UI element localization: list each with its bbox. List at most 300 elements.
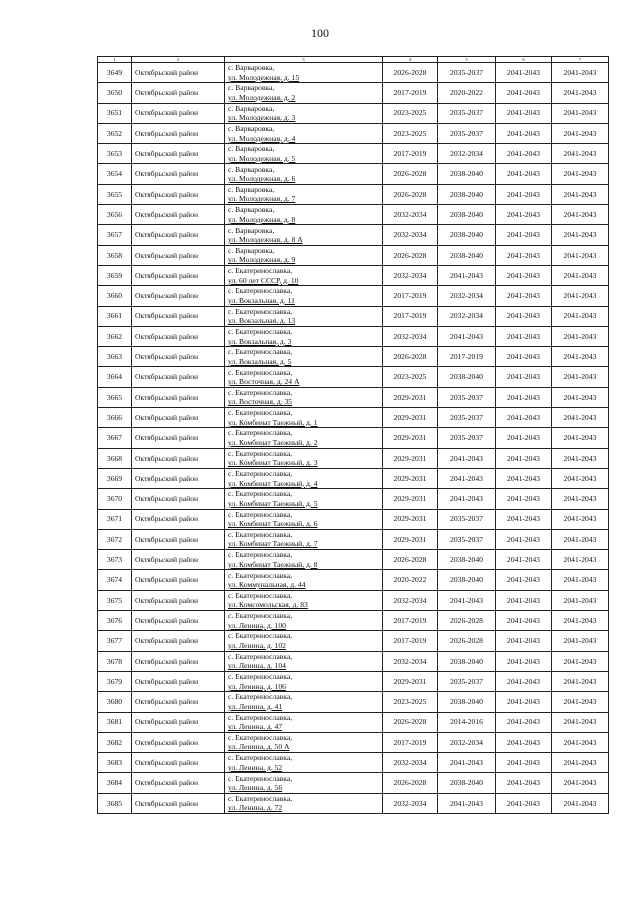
street-text: ул. Молодежная, д. 7 <box>228 194 296 204</box>
row-number: 3670 <box>98 489 132 509</box>
period-col-5: 2038-2040 <box>438 651 496 671</box>
address-cell <box>225 326 383 346</box>
row-number: 3667 <box>98 428 132 448</box>
period-col-6: 2041-2043 <box>496 103 552 123</box>
address-cell <box>225 468 383 488</box>
period-col-6: 2041-2043 <box>496 468 552 488</box>
period-col-6: 2041-2043 <box>496 387 552 407</box>
period-col-7: 2041-2043 <box>552 245 609 265</box>
period-col-7: 2041-2043 <box>552 651 609 671</box>
period-col-6: 2041-2043 <box>496 793 552 813</box>
column-number: 2 <box>132 57 225 63</box>
period-col-6: 2041-2043 <box>496 326 552 346</box>
period-col-4: 2023-2025 <box>383 123 438 143</box>
locality-text: с. Варваровка, <box>228 164 275 174</box>
period-col-7: 2041-2043 <box>552 509 609 529</box>
table-row <box>98 773 609 793</box>
locality-text: с. Екатеринославка, <box>228 631 293 641</box>
period-col-4: 2029-2031 <box>383 387 438 407</box>
locality-text: с. Екатеринославка, <box>228 387 293 397</box>
period-col-4: 2029-2031 <box>383 509 438 529</box>
period-col-6: 2041-2043 <box>496 245 552 265</box>
row-number: 3678 <box>98 651 132 671</box>
locality-text: с. Екатеринославка, <box>228 672 293 682</box>
row-number: 3652 <box>98 123 132 143</box>
period-col-7: 2041-2043 <box>552 326 609 346</box>
period-col-5: 2020-2022 <box>438 83 496 103</box>
row-number: 3676 <box>98 611 132 631</box>
address-cell <box>225 184 383 204</box>
period-col-5: 2035-2037 <box>438 509 496 529</box>
street-text: ул. Ленина, д. 100 <box>228 620 286 630</box>
district-cell: Октябрьский район <box>132 509 225 529</box>
address-cell <box>225 712 383 732</box>
table-row <box>98 347 609 367</box>
district-cell: Октябрьский район <box>132 306 225 326</box>
district-cell: Октябрьский район <box>132 245 225 265</box>
period-col-7: 2041-2043 <box>552 408 609 428</box>
period-col-5: 2041-2043 <box>438 590 496 610</box>
table-row <box>98 590 609 610</box>
period-col-4: 2023-2025 <box>383 103 438 123</box>
row-number: 3671 <box>98 509 132 529</box>
table-row <box>98 83 609 103</box>
period-col-5: 2035-2037 <box>438 103 496 123</box>
period-col-4: 2026-2028 <box>383 164 438 184</box>
row-number: 3650 <box>98 83 132 103</box>
locality-text: с. Екатеринославка, <box>228 509 293 519</box>
address-cell <box>225 692 383 712</box>
row-number: 3669 <box>98 468 132 488</box>
period-col-6: 2041-2043 <box>496 671 552 691</box>
district-cell: Октябрьский район <box>132 651 225 671</box>
period-col-5: 2038-2040 <box>438 225 496 245</box>
period-col-7: 2041-2043 <box>552 164 609 184</box>
street-text: ул. Молодежная, д. 8 <box>228 214 296 224</box>
street-text: ул. Ленина, д. 106 <box>228 681 286 691</box>
street-text: ул. Ленина, д. 52 <box>228 762 283 772</box>
row-number: 3658 <box>98 245 132 265</box>
period-col-6: 2041-2043 <box>496 123 552 143</box>
address-cell <box>225 63 383 83</box>
table-row <box>98 63 609 83</box>
locality-text: с. Екатеринославка, <box>228 489 293 499</box>
period-col-5: 2035-2037 <box>438 428 496 448</box>
street-text: ул. Комбинат Таежный, д. 3 <box>228 458 318 468</box>
row-number: 3651 <box>98 103 132 123</box>
period-col-7: 2041-2043 <box>552 671 609 691</box>
period-col-6: 2041-2043 <box>496 265 552 285</box>
period-col-7: 2041-2043 <box>552 83 609 103</box>
address-cell <box>225 83 383 103</box>
period-col-4: 2032-2034 <box>383 326 438 346</box>
district-cell: Октябрьский район <box>132 529 225 549</box>
period-col-5: 2041-2043 <box>438 468 496 488</box>
period-col-4: 2020-2022 <box>383 570 438 590</box>
address-cell <box>225 408 383 428</box>
row-number: 3655 <box>98 184 132 204</box>
table-row <box>98 265 609 285</box>
row-number: 3654 <box>98 164 132 184</box>
district-cell: Октябрьский район <box>132 205 225 225</box>
address-cell <box>225 164 383 184</box>
district-cell: Октябрьский район <box>132 753 225 773</box>
period-col-5: 2041-2043 <box>438 489 496 509</box>
district-cell: Октябрьский район <box>132 144 225 164</box>
street-text: ул. Вокзальная, д. 5 <box>228 356 292 366</box>
row-number: 3677 <box>98 631 132 651</box>
locality-text: с. Варваровка, <box>228 63 275 73</box>
street-text: ул. Ленина, д. 56 <box>228 783 283 793</box>
period-col-4: 2017-2019 <box>383 732 438 752</box>
district-cell: Октябрьский район <box>132 732 225 752</box>
locality-text: с. Екатеринославка, <box>228 793 293 803</box>
table-row <box>98 205 609 225</box>
period-col-5: 2032-2034 <box>438 286 496 306</box>
district-cell: Октябрьский район <box>132 489 225 509</box>
locality-text: с. Варваровка, <box>228 103 275 113</box>
page-number: 100 <box>311 26 329 40</box>
street-text: ул. Вокзальная, д. 11 <box>228 295 295 305</box>
period-col-5: 2035-2037 <box>438 63 496 83</box>
district-cell: Октябрьский район <box>132 570 225 590</box>
period-col-4: 2017-2019 <box>383 83 438 103</box>
table-row <box>98 225 609 245</box>
table-row <box>98 306 609 326</box>
period-col-7: 2041-2043 <box>552 367 609 387</box>
period-col-7: 2041-2043 <box>552 570 609 590</box>
row-number: 3657 <box>98 225 132 245</box>
period-col-6: 2041-2043 <box>496 144 552 164</box>
locality-text: с. Екатеринославка, <box>228 712 293 722</box>
period-col-4: 2032-2034 <box>383 265 438 285</box>
row-number: 3681 <box>98 712 132 732</box>
street-text: ул. Молодежная, д. 15 <box>228 72 300 82</box>
street-text: ул. Ленина, д. 41 <box>228 701 283 711</box>
table-row <box>98 631 609 651</box>
period-col-7: 2041-2043 <box>552 773 609 793</box>
period-col-5: 2038-2040 <box>438 773 496 793</box>
street-text: ул. Молодежная, д. 8 А <box>228 235 303 245</box>
row-number: 3684 <box>98 773 132 793</box>
table-row <box>98 489 609 509</box>
row-number: 3663 <box>98 347 132 367</box>
locality-text: с. Екатеринославка, <box>228 611 293 621</box>
period-col-5: 2041-2043 <box>438 448 496 468</box>
address-cell <box>225 144 383 164</box>
period-col-6: 2041-2043 <box>496 712 552 732</box>
table-row <box>98 123 609 143</box>
period-col-5: 2041-2043 <box>438 793 496 813</box>
period-col-6: 2041-2043 <box>496 590 552 610</box>
period-col-7: 2041-2043 <box>552 712 609 732</box>
street-text: ул. Ленина, д. 102 <box>228 640 286 650</box>
row-number: 3666 <box>98 408 132 428</box>
period-col-7: 2041-2043 <box>552 184 609 204</box>
street-text: ул. Комбинат Таежный, д. 2 <box>228 437 318 447</box>
period-col-6: 2041-2043 <box>496 529 552 549</box>
period-col-5: 2035-2037 <box>438 529 496 549</box>
district-cell: Октябрьский район <box>132 631 225 651</box>
address-cell <box>225 529 383 549</box>
column-number: 4 <box>383 57 438 63</box>
address-cell <box>225 671 383 691</box>
period-col-7: 2041-2043 <box>552 529 609 549</box>
period-col-5: 2038-2040 <box>438 367 496 387</box>
period-col-6: 2041-2043 <box>496 367 552 387</box>
period-col-5: 2032-2034 <box>438 144 496 164</box>
period-col-7: 2041-2043 <box>552 347 609 367</box>
locality-text: с. Екатеринославка, <box>228 347 293 357</box>
row-number: 3674 <box>98 570 132 590</box>
period-col-6: 2041-2043 <box>496 732 552 752</box>
period-col-6: 2041-2043 <box>496 164 552 184</box>
period-col-6: 2041-2043 <box>496 83 552 103</box>
period-col-5: 2038-2040 <box>438 550 496 570</box>
address-cell <box>225 286 383 306</box>
street-text: ул. Молодежная, д. 5 <box>228 153 296 163</box>
period-col-7: 2041-2043 <box>552 265 609 285</box>
period-col-7: 2041-2043 <box>552 793 609 813</box>
locality-text: с. Екатеринославка, <box>228 692 293 702</box>
address-cell <box>225 448 383 468</box>
row-number: 3656 <box>98 205 132 225</box>
period-col-6: 2041-2043 <box>496 570 552 590</box>
period-col-4: 2017-2019 <box>383 631 438 651</box>
locality-text: с. Екатеринославка, <box>228 428 293 438</box>
district-cell: Октябрьский район <box>132 326 225 346</box>
locality-text: с. Екатеринославка, <box>228 550 293 560</box>
address-cell <box>225 732 383 752</box>
table-row <box>98 468 609 488</box>
period-col-6: 2041-2043 <box>496 631 552 651</box>
street-text: ул. Молодежная, д. 6 <box>228 174 296 184</box>
address-cell <box>225 631 383 651</box>
row-number: 3675 <box>98 590 132 610</box>
address-cell <box>225 265 383 285</box>
locality-text: с. Варваровка, <box>228 184 275 194</box>
housing-registry-table <box>97 56 609 814</box>
street-text: ул. Восточная, д. 35 <box>228 397 293 407</box>
period-col-7: 2041-2043 <box>552 631 609 651</box>
period-col-4: 2032-2034 <box>383 793 438 813</box>
address-cell <box>225 509 383 529</box>
street-text: ул. Восточная, д. 24 А <box>228 377 300 387</box>
locality-text: с. Екатеринославка, <box>228 306 293 316</box>
locality-text: с. Екатеринославка, <box>228 651 293 661</box>
district-cell: Октябрьский район <box>132 286 225 306</box>
table-row <box>98 712 609 732</box>
period-col-6: 2041-2043 <box>496 184 552 204</box>
locality-text: с. Екатеринославка, <box>228 286 293 296</box>
district-cell: Октябрьский район <box>132 550 225 570</box>
table-row <box>98 753 609 773</box>
period-col-4: 2029-2031 <box>383 489 438 509</box>
locality-text: с. Екатеринославка, <box>228 753 293 763</box>
period-col-4: 2029-2031 <box>383 448 438 468</box>
address-cell <box>225 753 383 773</box>
period-col-7: 2041-2043 <box>552 753 609 773</box>
row-number: 3653 <box>98 144 132 164</box>
period-col-5: 2035-2037 <box>438 408 496 428</box>
row-number: 3662 <box>98 326 132 346</box>
period-col-5: 2026-2028 <box>438 611 496 631</box>
period-col-5: 2038-2040 <box>438 570 496 590</box>
period-col-5: 2035-2037 <box>438 387 496 407</box>
district-cell: Октябрьский район <box>132 387 225 407</box>
street-text: ул. Комбинат Таежный, д. 5 <box>228 498 318 508</box>
district-cell: Октябрьский район <box>132 184 225 204</box>
district-cell: Октябрьский район <box>132 611 225 631</box>
period-col-6: 2041-2043 <box>496 611 552 631</box>
district-cell: Октябрьский район <box>132 164 225 184</box>
table-row <box>98 611 609 631</box>
period-col-6: 2041-2043 <box>496 408 552 428</box>
address-cell <box>225 428 383 448</box>
table-row <box>98 793 609 813</box>
address-cell <box>225 225 383 245</box>
row-number: 3672 <box>98 529 132 549</box>
row-number: 3682 <box>98 732 132 752</box>
district-cell: Октябрьский район <box>132 671 225 691</box>
address-cell <box>225 773 383 793</box>
street-text: ул. Комбинат Таежный, д. 6 <box>228 519 318 529</box>
address-cell <box>225 306 383 326</box>
period-col-4: 2029-2031 <box>383 408 438 428</box>
table-row <box>98 164 609 184</box>
street-text: ул. Ленина, д. 72 <box>228 803 283 813</box>
table-row <box>98 732 609 752</box>
street-text: ул. Молодежная, д. 9 <box>228 255 296 265</box>
locality-text: с. Екатеринославка, <box>228 266 293 276</box>
period-col-4: 2029-2031 <box>383 529 438 549</box>
address-cell <box>225 347 383 367</box>
table-row <box>98 651 609 671</box>
period-col-7: 2041-2043 <box>552 611 609 631</box>
district-cell: Октябрьский район <box>132 408 225 428</box>
period-col-7: 2041-2043 <box>552 123 609 143</box>
row-number: 3680 <box>98 692 132 712</box>
district-cell: Октябрьский район <box>132 265 225 285</box>
period-col-5: 2041-2043 <box>438 326 496 346</box>
period-col-4: 2026-2028 <box>383 184 438 204</box>
period-col-4: 2017-2019 <box>383 144 438 164</box>
period-col-6: 2041-2043 <box>496 509 552 529</box>
period-col-7: 2041-2043 <box>552 428 609 448</box>
table-row <box>98 509 609 529</box>
column-number: 6 <box>496 57 552 63</box>
period-col-5: 2032-2034 <box>438 306 496 326</box>
locality-text: с. Екатеринославка, <box>228 448 293 458</box>
period-col-4: 2023-2025 <box>383 692 438 712</box>
period-col-4: 2032-2034 <box>383 651 438 671</box>
locality-text: с. Екатеринославка, <box>228 529 293 539</box>
period-col-6: 2041-2043 <box>496 225 552 245</box>
table-row <box>98 529 609 549</box>
locality-text: с. Варваровка, <box>228 225 275 235</box>
table-row <box>98 184 609 204</box>
row-number: 3664 <box>98 367 132 387</box>
street-text: ул. Комбинат Таежный, д. 4 <box>228 478 318 488</box>
period-col-4: 2026-2028 <box>383 712 438 732</box>
column-number: 3 <box>225 57 383 63</box>
district-cell: Октябрьский район <box>132 83 225 103</box>
period-col-5: 2038-2040 <box>438 692 496 712</box>
street-text: ул. Ленина, д. 47 <box>228 722 283 732</box>
street-text: ул. Ленина, д. 50 А <box>228 742 290 752</box>
period-col-7: 2041-2043 <box>552 63 609 83</box>
period-col-4: 2026-2028 <box>383 550 438 570</box>
table-row <box>98 326 609 346</box>
district-cell: Октябрьский район <box>132 712 225 732</box>
period-col-4: 2029-2031 <box>383 671 438 691</box>
district-cell: Октябрьский район <box>132 347 225 367</box>
period-col-6: 2041-2043 <box>496 692 552 712</box>
street-text: ул. Комбинат Таежный, д. 7 <box>228 539 318 549</box>
locality-text: с. Екатеринославка, <box>228 327 293 336</box>
district-cell: Октябрьский район <box>132 793 225 813</box>
locality-text: с. Екатеринославка, <box>228 590 293 600</box>
period-col-7: 2041-2043 <box>552 732 609 752</box>
locality-text: с. Варваровка, <box>228 144 275 154</box>
column-number: 5 <box>438 57 496 63</box>
period-col-5: 2032-2034 <box>438 732 496 752</box>
street-text: ул. 60 лет СССР, д. 10 <box>228 275 299 285</box>
district-cell: Октябрьский район <box>132 123 225 143</box>
period-col-6: 2041-2043 <box>496 489 552 509</box>
period-col-5: 2038-2040 <box>438 205 496 225</box>
period-col-4: 2026-2028 <box>383 347 438 367</box>
period-col-5: 2038-2040 <box>438 184 496 204</box>
period-col-5: 2026-2028 <box>438 631 496 651</box>
period-col-5: 2035-2037 <box>438 671 496 691</box>
column-number: 1 <box>98 57 132 63</box>
street-text: ул. Комбинат Таежный, д. 8 <box>228 559 318 569</box>
street-text: ул. Комбинат Таежный, д. 1 <box>228 417 318 427</box>
address-cell <box>225 570 383 590</box>
period-col-7: 2041-2043 <box>552 590 609 610</box>
period-col-7: 2041-2043 <box>552 306 609 326</box>
period-col-7: 2041-2043 <box>552 550 609 570</box>
address-cell <box>225 651 383 671</box>
street-text: ул. Ленина, д. 104 <box>228 661 286 671</box>
table-row <box>98 408 609 428</box>
district-cell: Октябрьский район <box>132 773 225 793</box>
table-row <box>98 144 609 164</box>
table-row <box>98 448 609 468</box>
district-cell: Октябрьский район <box>132 428 225 448</box>
row-number: 3673 <box>98 550 132 570</box>
period-col-4: 2032-2034 <box>383 205 438 225</box>
period-col-6: 2041-2043 <box>496 773 552 793</box>
period-col-7: 2041-2043 <box>552 225 609 245</box>
address-cell <box>225 611 383 631</box>
address-cell <box>225 793 383 813</box>
locality-text: с. Екатеринославка, <box>228 773 293 783</box>
period-col-6: 2041-2043 <box>496 205 552 225</box>
period-col-5: 2014-2016 <box>438 712 496 732</box>
period-col-7: 2041-2043 <box>552 103 609 123</box>
period-col-4: 2017-2019 <box>383 611 438 631</box>
locality-text: с. Екатеринославка, <box>228 732 293 742</box>
period-col-5: 2041-2043 <box>438 753 496 773</box>
locality-text: с. Екатеринославка, <box>228 408 293 418</box>
period-col-7: 2041-2043 <box>552 144 609 164</box>
district-cell: Октябрьский район <box>132 468 225 488</box>
district-cell: Октябрьский район <box>132 63 225 83</box>
street-text: ул. Молодежная, д. 4 <box>228 133 296 143</box>
row-number: 3661 <box>98 306 132 326</box>
